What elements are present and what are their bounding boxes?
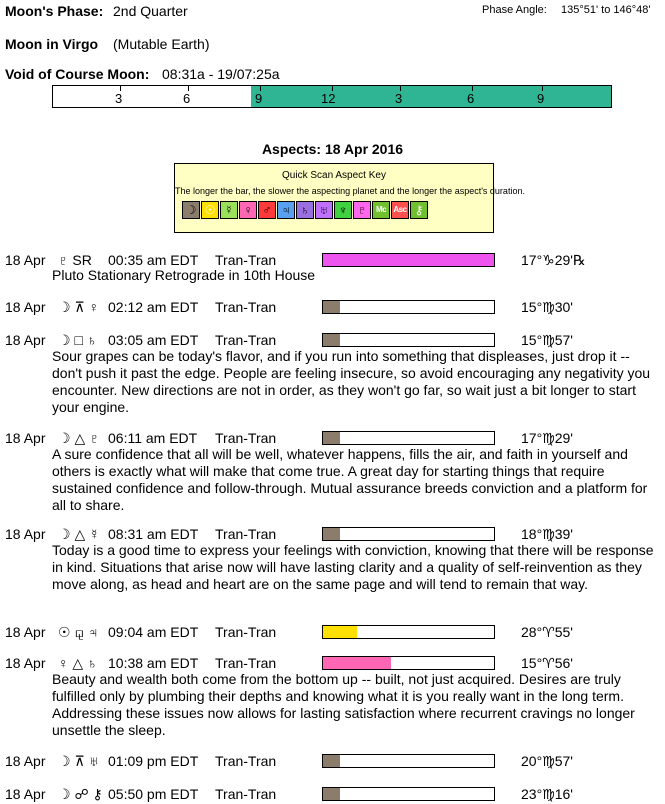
key-swatch: ♂ [258, 201, 276, 219]
aspect-glyphs: ☽ ⊼ ♀ [58, 299, 100, 315]
aspect-time: 06:11 am EDT [108, 430, 198, 446]
void-of-course-fill [251, 86, 611, 107]
key-swatch: ♃ [277, 201, 295, 219]
aspect-row [0, 428, 665, 448]
aspect-date: 18 Apr [5, 526, 46, 542]
aspect-duration-bar [322, 431, 495, 445]
aspect-duration-bar [322, 527, 495, 541]
key-swatch: ☿ [220, 201, 238, 219]
aspect-duration-bar [322, 656, 495, 670]
aspect-duration-fill [323, 755, 340, 767]
aspect-date: 18 Apr [5, 299, 46, 315]
void-tick-label: 6 [467, 91, 475, 106]
aspect-duration-bar [322, 625, 495, 639]
aspect-type: Tran-Tran [215, 624, 277, 640]
aspect-position: 20°♍57' [521, 753, 573, 769]
key-swatch: Asc [391, 201, 409, 219]
aspect-glyphs: ☽ △ ♇ [58, 430, 100, 446]
aspect-description: A sure confidence that all will be well, whatever happens, fills the air, and faith in yourself and others is exactly what will make that come true. A great day for starting things that require sustained confidence and follow-through. Mutual assurance breeds conviction and a platform for all to share. [52, 446, 648, 513]
aspect-row [0, 751, 665, 771]
phase-angle-label: Phase Angle: [482, 4, 547, 16]
void-tick-label: 9 [537, 91, 545, 106]
key-description: The longer the bar, the slower the aspecting planet and the longer the aspect's duration. [175, 186, 525, 196]
aspect-type: Tran-Tran [215, 786, 277, 802]
key-swatch: ☽ [182, 201, 200, 219]
moon-sign-label: Moon in Virgo [5, 36, 99, 52]
aspect-type: Tran-Tran [215, 332, 277, 348]
aspect-row [0, 524, 665, 544]
aspect-duration-bar [322, 333, 495, 347]
aspect-row [0, 622, 665, 642]
aspect-time: 10:38 am EDT [108, 655, 199, 671]
key-swatch: ♇ [353, 201, 371, 219]
key-swatch: ⚷ [410, 201, 428, 219]
void-tick-label: 3 [115, 91, 123, 106]
void-tick-label: 9 [255, 91, 263, 106]
aspect-glyphs: ☽ ⊼ ♅ [58, 753, 100, 769]
void-of-course-label: Void of Course Moon: [5, 66, 150, 82]
aspect-glyphs: ♇ SR [58, 252, 92, 268]
aspect-position: 23°♍16' [521, 786, 573, 802]
aspect-type: Tran-Tran [215, 252, 277, 268]
aspect-position: 28°♈55' [521, 624, 573, 640]
void-of-course-timeline [52, 85, 612, 108]
aspect-time: 08:31 am EDT [108, 526, 199, 542]
key-swatches [182, 201, 429, 219]
aspect-duration-fill [323, 334, 340, 346]
aspect-time: 03:05 am EDT [108, 332, 199, 348]
aspect-time: 05:50 pm EDT [108, 786, 199, 802]
aspect-time: 01:09 pm EDT [108, 753, 199, 769]
key-title: Quick Scan Aspect Key [282, 170, 386, 181]
aspect-description: Today is a good time to express your feelings with conviction, knowing that there will be response in kind. Situations that arise now will have lasting clarity and a quality of self-reinvention as they move along, as head and heart are on the same page and will tend to remain that way. [52, 542, 654, 592]
key-swatch: ♅ [315, 201, 333, 219]
aspect-glyphs: ♀ △ ♄ [58, 655, 98, 671]
aspect-duration-fill [323, 254, 494, 266]
moon-phase-value: 2nd Quarter [113, 3, 188, 19]
quick-scan-aspect-key [174, 163, 525, 233]
aspect-description: Pluto Stationary Retrograde in 10th House [52, 267, 316, 283]
aspect-date: 18 Apr [5, 332, 46, 348]
key-swatch: Mc [372, 201, 390, 219]
aspect-glyphs: ☽ ☍ ⚷ [58, 786, 103, 802]
aspect-duration-bar [322, 253, 495, 267]
aspect-position: 15°♍30' [521, 299, 573, 315]
aspect-date: 18 Apr [5, 655, 46, 671]
aspect-duration-fill [323, 657, 391, 669]
aspect-time: 09:04 am EDT [108, 624, 199, 640]
aspect-date: 18 Apr [5, 430, 46, 446]
aspect-date: 18 Apr [5, 753, 46, 769]
aspect-row [0, 653, 665, 673]
aspect-position: 15°♈56' [521, 655, 573, 671]
key-swatch: ♀ [239, 201, 257, 219]
aspect-glyphs: ☽ △ ☿ [58, 526, 100, 542]
aspect-date: 18 Apr [5, 252, 46, 268]
key-swatch: ♆ [334, 201, 352, 219]
aspect-position: 17°♍29' [521, 430, 573, 446]
void-tick-label: 12 [321, 91, 336, 106]
moon-phase-label: Moon's Phase: [5, 3, 104, 19]
aspect-duration-fill [323, 432, 340, 444]
aspect-description: Sour grapes can be today's flavor, and if you run into something that displeases, just drop it -- don't push it past the edge. People are feeling insecure, so avoid encouraging any negativity you encounter. New directions are not in order, as they won't go far, so wait just a bit longer to start your engine. [52, 348, 651, 415]
aspect-time: 00:35 am EDT [108, 252, 199, 268]
aspect-type: Tran-Tran [215, 526, 277, 542]
aspect-duration-bar [322, 754, 495, 768]
aspect-duration-fill [323, 788, 340, 800]
phase-angle-value: 135°51' to 146°48' [561, 4, 651, 16]
aspect-position: 17°♑29'℞ [521, 252, 586, 268]
aspect-duration-fill [323, 626, 357, 638]
aspect-duration-bar [322, 787, 495, 801]
aspect-type: Tran-Tran [215, 655, 277, 671]
aspects-title: Aspects: 18 Apr 2016 [261, 141, 404, 157]
aspect-glyphs: ☽ □ ♄ [58, 332, 98, 348]
void-tick-label: 3 [395, 91, 403, 106]
aspect-date: 18 Apr [5, 786, 46, 802]
void-of-course-value: 08:31a - 19/07:25a [162, 66, 280, 82]
moon-sign-element: (Mutable Earth) [113, 36, 210, 52]
aspect-position: 15°♍57' [521, 332, 573, 348]
aspect-date: 18 Apr [5, 624, 46, 640]
aspect-duration-bar [322, 300, 495, 314]
aspect-row [0, 297, 665, 317]
aspect-duration-fill [323, 301, 340, 313]
aspect-type: Tran-Tran [215, 430, 277, 446]
aspect-duration-fill [323, 528, 340, 540]
aspect-type: Tran-Tran [215, 753, 277, 769]
aspect-row [0, 784, 665, 804]
key-swatch: ♄ [296, 201, 314, 219]
aspect-type: Tran-Tran [215, 299, 277, 315]
aspect-time: 02:12 am EDT [108, 299, 199, 315]
aspect-position: 18°♍39' [521, 526, 573, 542]
aspect-row [0, 330, 665, 350]
aspect-glyphs: ☉ ⚼ ♃ [58, 624, 99, 640]
key-swatch: ☉ [201, 201, 219, 219]
void-tick-label: 6 [183, 91, 191, 106]
aspect-description: Beauty and wealth both come from the bottom up -- built, not just acquired. Desires are truly fulfilled only by plumbing their depths and knowing what it is you really want in the long term. Addressing these issues now allows for lasting satisfaction where recurrent cravings no longer unsettle the sleep. [52, 671, 635, 738]
